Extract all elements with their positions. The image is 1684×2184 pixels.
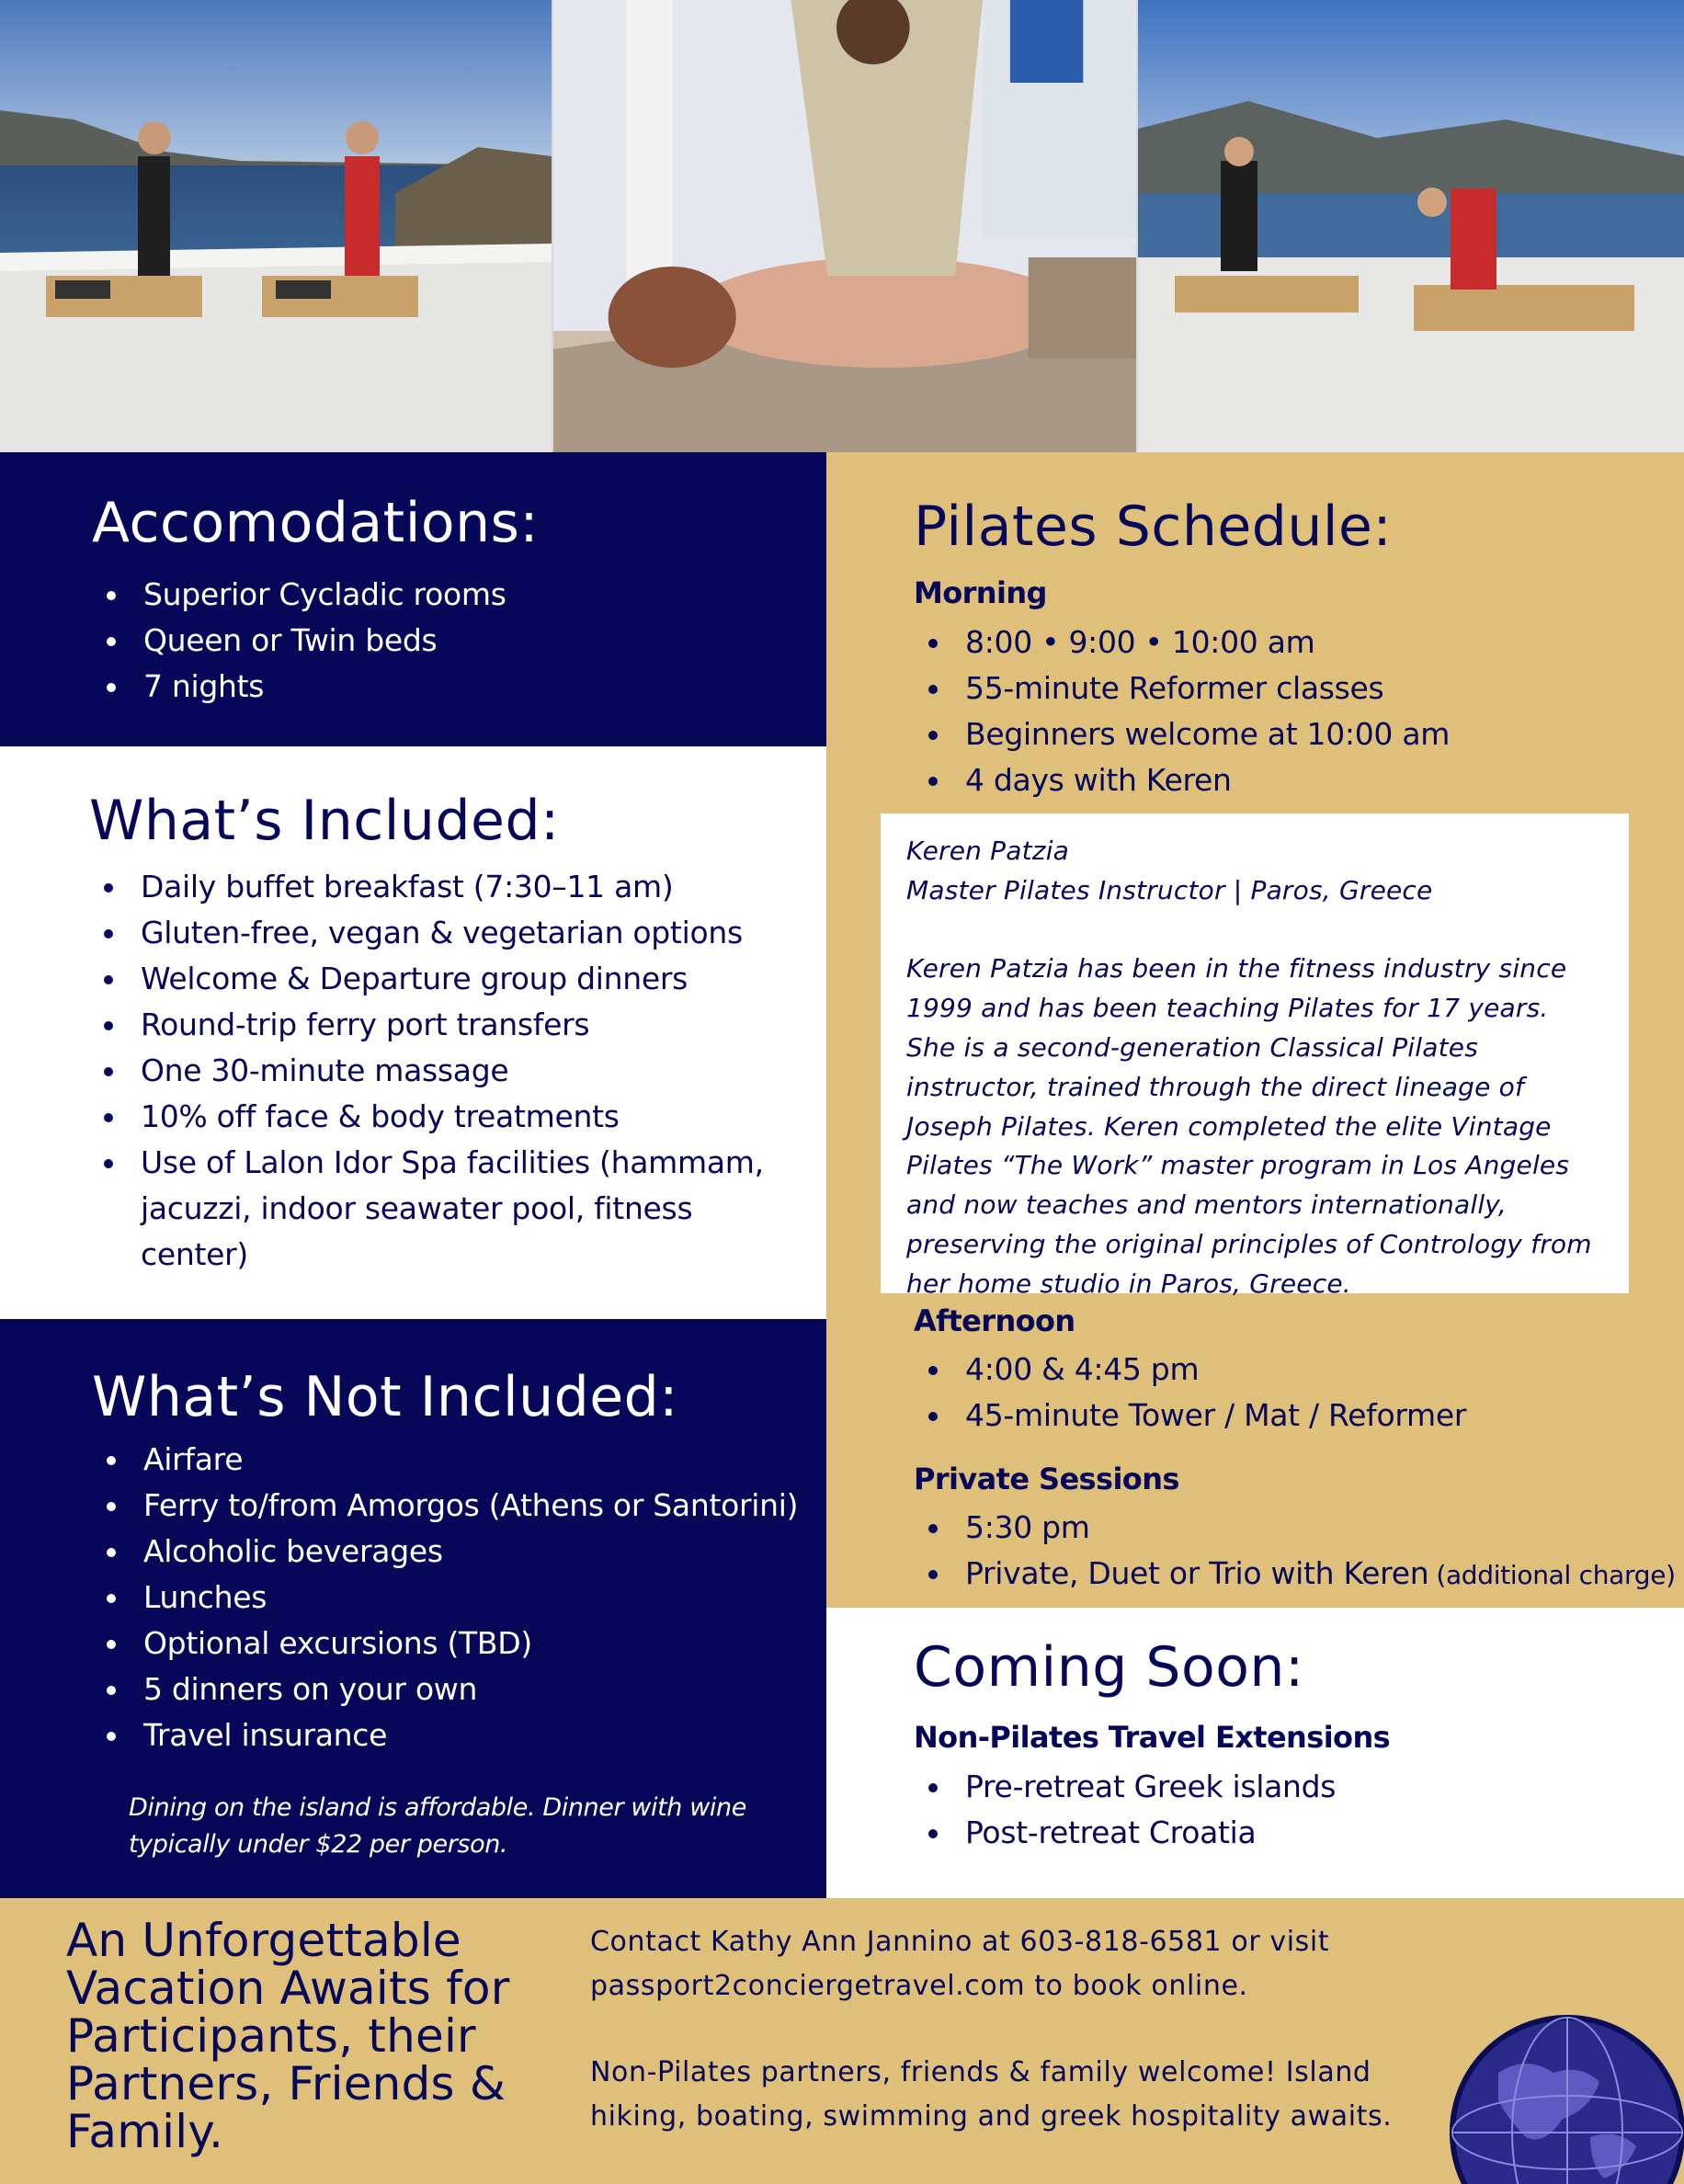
list-item: Alcoholic beverages <box>92 1529 798 1575</box>
instructor-bio-text: Keren Patzia has been in the fitness industry since 1999 and has been teaching Pilates for 17 years. She is a second-generation Classical Pilates instructor, trained through the direct lineage of Joseph Pilates. Keren completed the elite Vintage Pilates “The Work” master program in Los Angeles and now teaches and mentors internationally, preserving the original principles of Contrology from her home studio in Paros, Greece. <box>906 953 1592 1299</box>
pilates-reformer-sea-photo <box>1138 0 1684 452</box>
list-item: 10% off face & body treatments <box>89 1094 806 1140</box>
list-item: Gluten-free, vegan & vegetarian options <box>89 910 806 956</box>
extensions-heading: Non-Pilates Travel Extensions <box>914 1720 1391 1755</box>
not-included-list <box>92 1437 798 1758</box>
list-item: Ferry to/from Amorgos (Athens or Santorini) <box>92 1483 798 1529</box>
private-sessions-list <box>914 1505 1676 1598</box>
accommodations-title: Accomodations: <box>92 491 540 555</box>
instructor-role: Master Pilates Instructor | Paros, Greece <box>906 874 1433 905</box>
extensions-list <box>914 1764 1336 1856</box>
list-item: 8:00 • 9:00 • 10:00 am <box>914 620 1450 665</box>
coming-soon-title: Coming Soon: <box>914 1635 1304 1700</box>
morning-heading: Morning <box>914 575 1047 610</box>
list-item: Beginners welcome at 10:00 am <box>914 711 1450 757</box>
morning-list <box>914 620 1450 803</box>
list-item: 5:30 pm <box>914 1505 1676 1551</box>
list-item <box>914 1551 1676 1598</box>
welcome-text: Non-Pilates partners, friends & family welcome! Island hiking, boating, swimming and greek hospitality awaits. <box>590 2056 1393 2133</box>
list-item: Queen or Twin beds <box>92 618 506 664</box>
list-item: Post-retreat Croatia <box>914 1810 1336 1856</box>
list-item: 4:00 & 4:45 pm <box>914 1347 1466 1393</box>
list-item: Lunches <box>92 1575 798 1621</box>
list-item: Travel insurance <box>92 1712 798 1758</box>
list-item: Superior Cycladic rooms <box>92 572 506 618</box>
dining-note: Dining on the island is affordable. Dinner with wine typically under $22 per person. <box>129 1793 746 1859</box>
list-item: 5 dinners on your own <box>92 1666 798 1712</box>
list-item: Optional excursions (TBD) <box>92 1621 798 1666</box>
not-included-section <box>0 1319 826 1898</box>
coming-soon-section <box>826 1608 1684 1898</box>
contact-block <box>590 1920 1436 2139</box>
list-item: One 30-minute massage <box>89 1048 806 1094</box>
massage-photo <box>552 0 1138 452</box>
list-item: 55-minute Reformer classes <box>914 665 1450 711</box>
not-included-title: What’s Not Included: <box>92 1365 678 1429</box>
tagline: An Unforgettable Vacation Awaits for Participants, their Partners, Friends & Family. <box>66 1914 510 2158</box>
photo-strip <box>0 0 1684 452</box>
list-item: Use of Lalon Idor Spa facilities (hammam, jacuzzi, indoor seawater pool, fitness center) <box>89 1140 806 1278</box>
pilates-schedule-section <box>826 452 1684 1608</box>
list-item: 45-minute Tower / Mat / Reformer <box>914 1393 1466 1439</box>
accommodations-section <box>0 452 826 746</box>
globe-icon <box>1443 2008 1684 2184</box>
list-item: Pre-retreat Greek islands <box>914 1764 1336 1810</box>
schedule-title: Pilates Schedule: <box>914 495 1393 559</box>
contact-text: Contact Kathy Ann Jannino at 603-818-6581 or visit passport2conciergetravel.com to book online. <box>590 1926 1330 2002</box>
private-sessions-heading: Private Sessions <box>914 1462 1179 1496</box>
footer-section <box>0 1898 1684 2184</box>
afternoon-heading: Afternoon <box>914 1303 1075 1338</box>
list-item: Welcome & Departure group dinners <box>89 956 806 1002</box>
private-session-type: Private, Duet or Trio with Keren <box>965 1555 1429 1591</box>
instructor-name: Keren Patzia <box>906 836 1070 866</box>
list-item: Daily buffet breakfast (7:30–11 am) <box>89 864 806 910</box>
list-item: Airfare <box>92 1437 798 1483</box>
accommodations-list <box>92 572 506 710</box>
included-title: What’s Included: <box>89 789 560 853</box>
included-section <box>0 746 826 1319</box>
afternoon-list <box>914 1347 1466 1439</box>
pilates-reformer-terrace-photo <box>0 0 552 452</box>
list-item: 4 days with Keren <box>914 757 1450 803</box>
additional-charge-note: (additional charge) <box>1436 1560 1676 1590</box>
list-item: Round-trip ferry port transfers <box>89 1002 806 1048</box>
instructor-bio-card <box>881 813 1629 1299</box>
list-item: 7 nights <box>92 664 506 710</box>
included-list <box>89 864 806 1278</box>
